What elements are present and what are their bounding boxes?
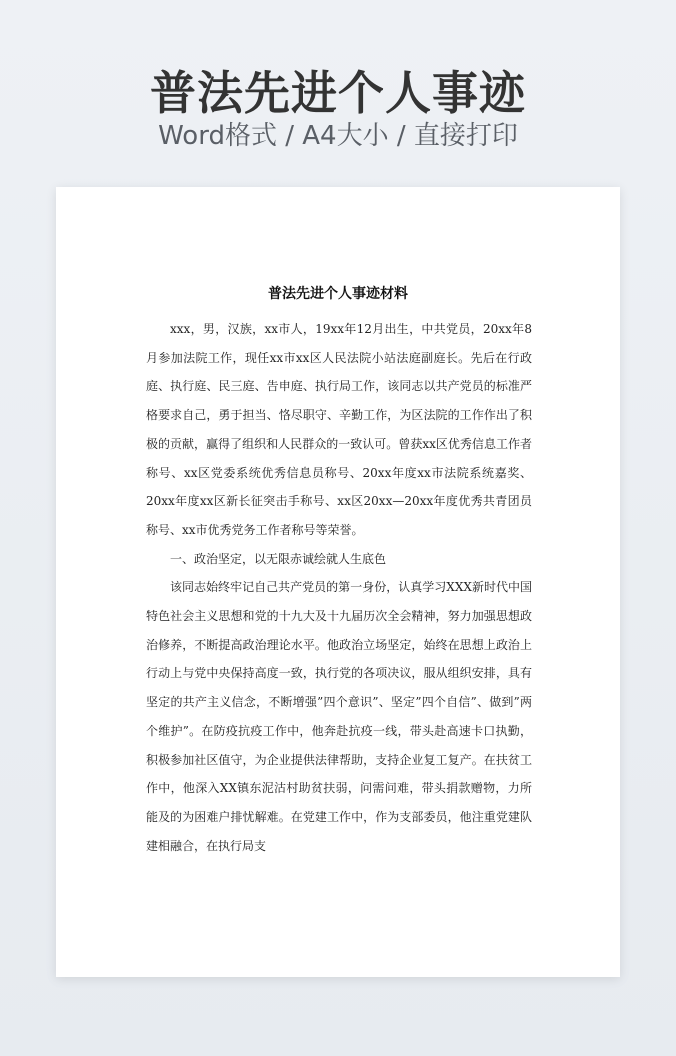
banner-subtitle: Word格式 / A4大小 / 直接打印 — [158, 121, 518, 151]
document-body — [146, 315, 532, 860]
banner-title: 普法先进个人事迹 — [150, 66, 526, 120]
paragraph-intro: xxx，男，汉族，xx市人，19xx年12月出生，中共党员，20xx年8月参加法院工作，现任xx市xx区人民法院小站法庭副庭长。先后在行政庭、执行庭、民三庭、告申庭、执行局工作，该同志以共产党员的标准严格要求自己，勇于担当、恪尽职守、辛勤工作，为区法院的工作作出了积极的贡献，赢得了组织和人民群众的一致认可。曾获xx区优秀信息工作者称号、xx区党委系统优秀信息员称号、20xx年度xx市法院系统嘉奖、20xx年度xx区新长征突击手称号、xx区20xx—20xx年度优秀共青团员称号、xx市优秀党务工作者称号等荣誉。 — [146, 322, 532, 537]
paragraph-politics: 该同志始终牢记自己共产党员的第一身份，认真学习XXX新时代中国特色社会主义思想和党的十九大及十九届历次全会精神，努力加强思想政治修养，不断提高政治理论水平。他政治立场坚定，始终在思想上政治上行动上与党中央保持高度一致，执行党的各项决议，服从组织安排，具有坚定的共产主义信念，不断增强”四个意识”、坚定”四个自信”、做到”两个维护”。在防疫抗疫工作中，他奔赴抗疫一线，带头赴高速卡口执勤，积极参加社区值守，为企业提供法律帮助，支持企业复工复产。在扶贫工作中，他深入XX镇东泥沽村助贫扶弱，问需问难，带头捐款赠物，力所能及的为困难户排忧解难。在党建工作中，作为支部委员，他注重党建队建相融合，在执行局支 — [146, 580, 532, 853]
document-page — [56, 187, 620, 977]
section-heading: 一、政治坚定，以无限赤诚绘就人生底色 — [170, 551, 387, 566]
document-title: 普法先进个人事迹材料 — [268, 286, 408, 302]
